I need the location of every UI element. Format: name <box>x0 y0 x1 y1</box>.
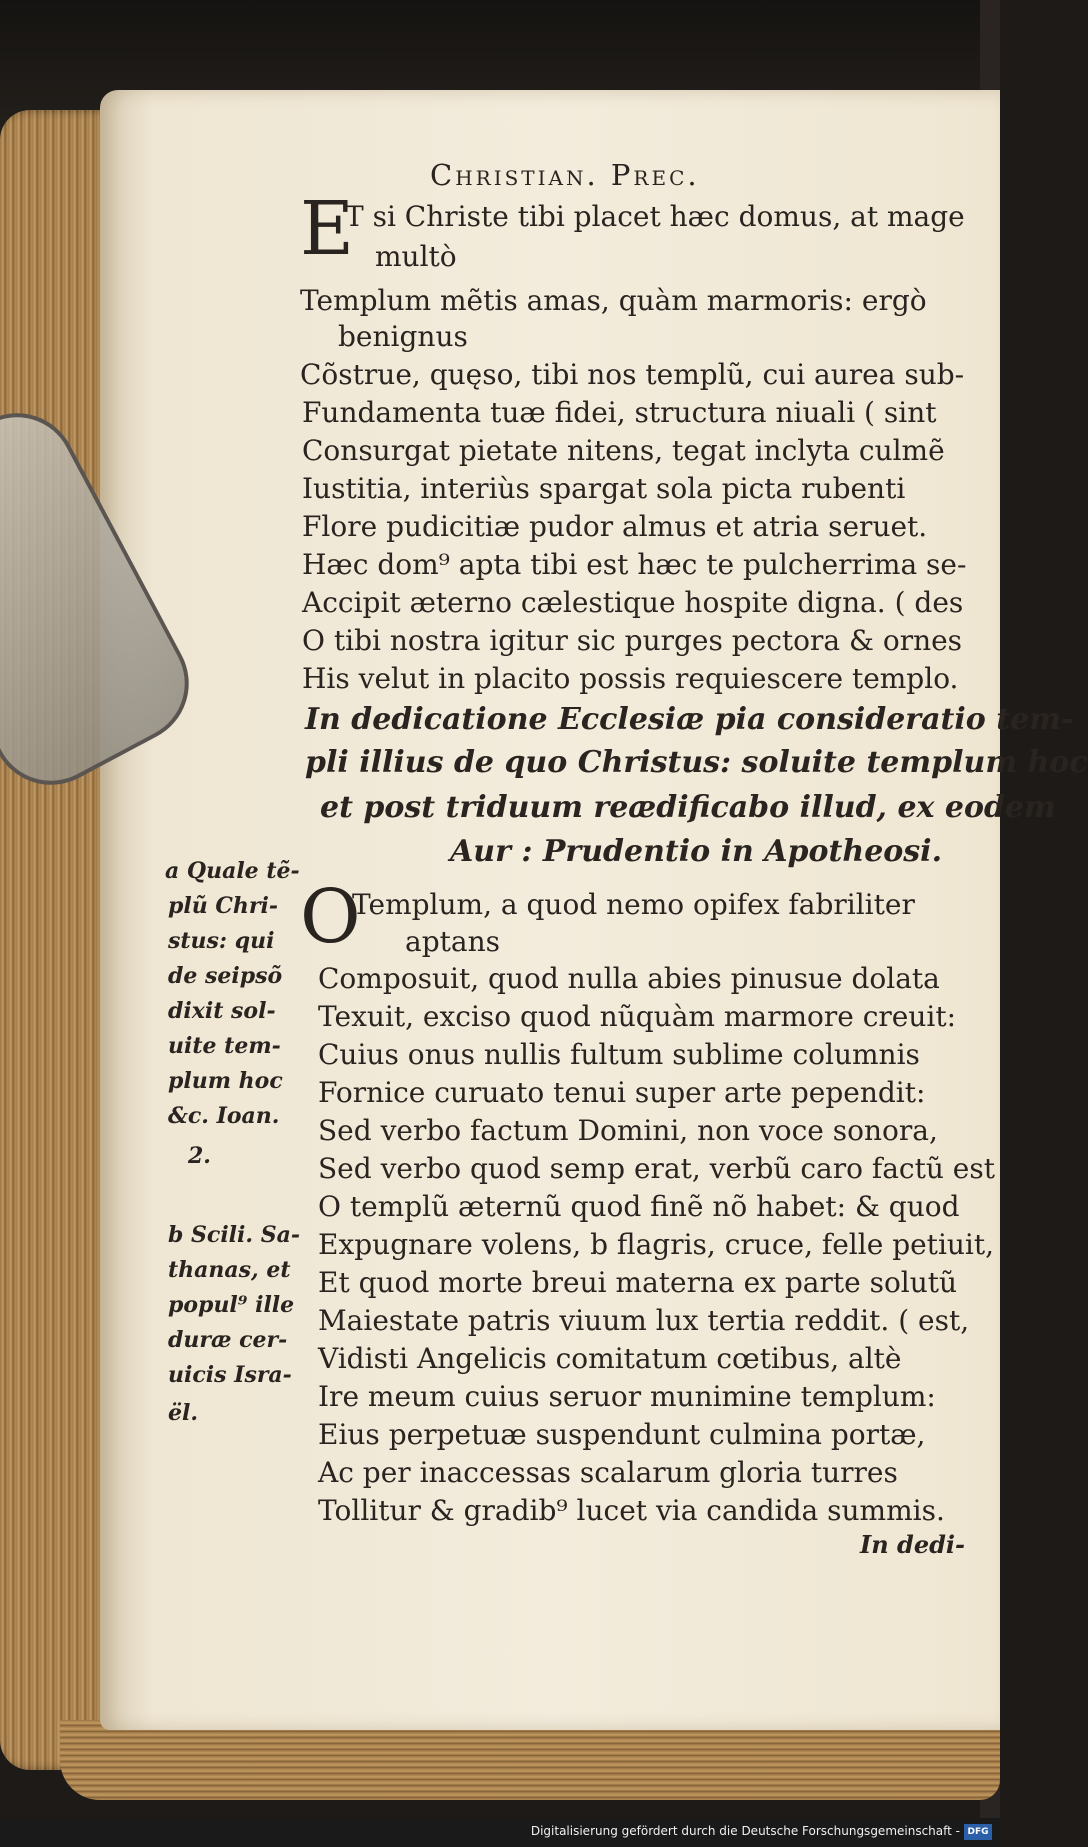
footer-credit: Digitalisierung gefördert durch die Deutsche Forschungsgemeinschaft - <box>530 1824 960 1838</box>
text-line: Consurgat pietate nitens, tegat inclyta culmẽ <box>302 434 945 467</box>
margin-note-line: plum hoc <box>168 1068 283 1094</box>
text-line: Et quod morte breui materna ex parte solutũ <box>318 1266 958 1299</box>
margin-note-line: uicis Isra- <box>168 1362 292 1388</box>
book-page-edges <box>0 110 110 1770</box>
text-line: Sed verbo factum Domini, non voce sonora, <box>318 1114 938 1147</box>
text-line: Hæc dom⁹ apta tibi est hæc te pulcherrima se- <box>302 548 967 581</box>
text-line: His velut in placito possis requiescere templo. <box>302 662 959 695</box>
text-line: Vidisti Angelicis comitatum cœtibus, altè <box>318 1342 902 1375</box>
margin-note-line: 2. <box>188 1143 211 1169</box>
text-line: aptans <box>405 925 500 958</box>
text-line: Maiestate patris viuum lux tertia reddit. ( est, <box>318 1304 970 1337</box>
margin-note-line: de seipsõ <box>168 963 283 989</box>
catchword: In dedi- <box>860 1530 965 1559</box>
dfg-logo: DFG <box>964 1824 992 1840</box>
text-line: Sed verbo quod semp erat, verbũ caro factũ est <box>318 1152 995 1185</box>
section-heading-line: Aur : Prudentio in Apotheosi. <box>450 834 943 869</box>
dropcap-o: O <box>300 874 361 960</box>
section-heading-line: In dedicatione Ecclesiæ pia consideratio tem- <box>305 702 1074 737</box>
section-heading-line: et post triduum reædificabo illud, ex eodem <box>320 790 1056 825</box>
margin-note-line: thanas, et <box>168 1257 291 1283</box>
dropcap-e: E <box>300 186 355 272</box>
text-line: O tibi nostra igitur sic purges pectora & ornes <box>302 624 963 657</box>
text-line: Fundamenta tuæ fidei, structura niuali ( sint <box>302 396 937 429</box>
text-line: T si Christe tibi placet hæc domus, at mage <box>345 200 965 233</box>
text-line: Composuit, quod nulla abies pinusue dolata <box>318 962 940 995</box>
margin-note-line: uite tem- <box>168 1033 281 1059</box>
text-line: Fornice curuato tenui super arte pependit: <box>318 1076 926 1109</box>
margin-note-line: plũ Chri- <box>168 893 278 919</box>
running-header: Christian. Prec. <box>430 158 700 192</box>
text-line: Cuius onus nullis fultum sublime columnis <box>318 1038 920 1071</box>
text-line: benignus <box>338 320 468 353</box>
margin-note-line: ël. <box>168 1400 199 1426</box>
text-line: Accipit æterno cælestique hospite digna. ( des <box>302 586 964 619</box>
text-line: Iustitia, interiùs spargat sola picta rubenti <box>302 472 906 505</box>
text-line: O templũ æternũ quod finẽ nõ habet: & quod <box>318 1190 960 1223</box>
text-line: Templum, a quod nemo opifex fabriliter <box>352 888 915 921</box>
text-line: Eius perpetuæ suspendunt culmina portæ, <box>318 1418 926 1451</box>
text-line: Cõstrue, quęso, tibi nos templũ, cui aurea sub- <box>300 358 965 391</box>
book-bottom-edges <box>60 1720 1000 1800</box>
text-line: multò <box>375 240 457 273</box>
margin-note-line: dixit sol- <box>168 998 276 1024</box>
text-line: Ac per inaccessas scalarum gloria turres <box>318 1456 898 1489</box>
section-heading-line: pli illius de quo Christus: soluite templum hoc <box>305 745 1088 780</box>
text-line: Flore pudicitiæ pudor almus et atria seruet. <box>302 510 928 543</box>
margin-note-line: b Scili. Sa- <box>168 1222 300 1248</box>
margin-note-line: a Quale tẽ- <box>165 858 300 884</box>
text-line: Ire meum cuius seruor munimine templum: <box>318 1380 936 1413</box>
margin-note-line: duræ cer- <box>168 1327 288 1353</box>
text-line: Tollitur & gradib⁹ lucet via candida summis. <box>318 1494 945 1527</box>
text-line: Templum mẽtis amas, quàm marmoris: ergò <box>300 284 927 317</box>
text-line: Texuit, exciso quod nũquàm marmore creuit: <box>318 1000 957 1033</box>
text-line: Expugnare volens, b flagris, cruce, felle petiuit, <box>318 1228 995 1261</box>
margin-note-line: stus: qui <box>168 928 275 954</box>
margin-note-line: &c. Ioan. <box>168 1103 280 1129</box>
margin-note-line: popul⁹ ille <box>168 1292 295 1318</box>
